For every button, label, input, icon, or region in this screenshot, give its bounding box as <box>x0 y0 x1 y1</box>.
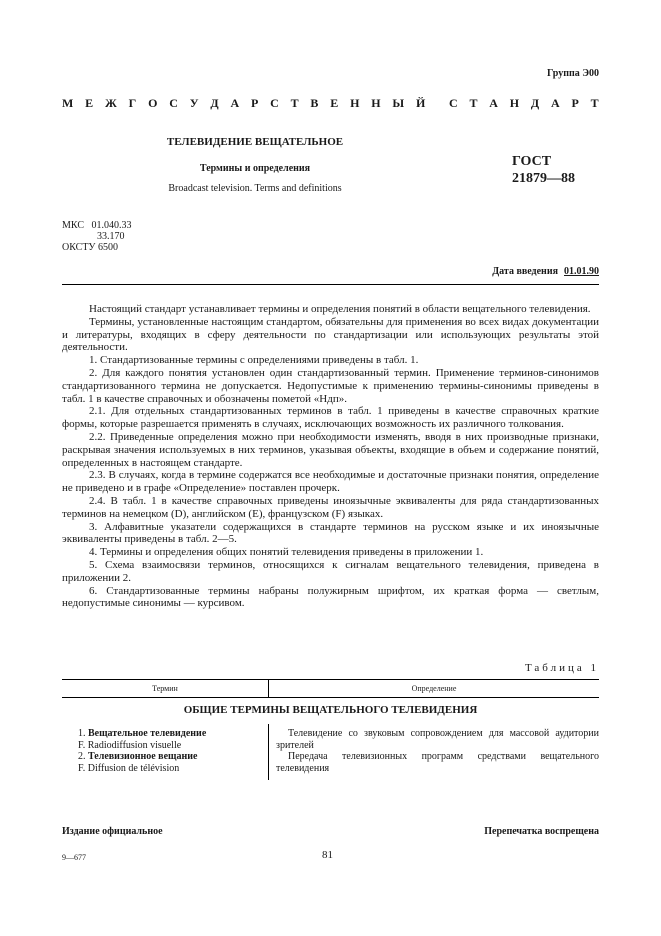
banner-letter: М <box>62 96 74 110</box>
term-foreign: F. Diffusion de télévision <box>78 762 180 774</box>
table-row <box>78 728 206 740</box>
official-edition-note: Издание официальное <box>62 826 163 837</box>
banner-letter: Е <box>85 96 94 110</box>
term-name: Вещательное телевидение <box>88 728 207 739</box>
paragraph: 1. Стандартизованные термины с определениями приведены в табл. 1. <box>89 354 419 367</box>
banner-letter: Т <box>590 96 599 110</box>
body-text <box>62 303 599 610</box>
gost-code: 21879—88 <box>512 171 575 186</box>
terms-column <box>78 728 206 774</box>
column-header-definition: Определение <box>411 684 457 693</box>
banner-letter: Н <box>509 96 520 110</box>
banner-letter: А <box>550 96 560 110</box>
table-label: Таблица 1 <box>524 662 599 674</box>
term-definition: Передача телевизионных программ средствами вещательного телевидения <box>276 751 599 774</box>
gost-label: ГОСТ <box>512 154 552 169</box>
term-definition: Телевидение со звуковым сопровождением для массовой аудитории зрителей <box>276 728 599 751</box>
banner-letter: С <box>448 96 458 110</box>
mks-code: МКС 01.040.33 <box>62 220 132 231</box>
banner-letter: Р <box>571 96 579 110</box>
classification-codes <box>62 220 131 253</box>
banner-letter: А <box>489 96 498 110</box>
term-number: 1. <box>78 728 86 739</box>
group-code: Группа Э00 <box>547 68 599 79</box>
document-subtitle: Термины и определения <box>199 163 311 174</box>
banner-letter: Т <box>469 96 478 110</box>
banner-letter: Д <box>210 96 219 110</box>
banner-letter: В <box>310 96 319 110</box>
banner-letter: Г <box>128 96 137 110</box>
banner-letter: С <box>169 96 178 110</box>
banner-letter: Р <box>250 96 259 110</box>
divider-top <box>62 284 599 285</box>
intro-date-value: 01.01.90 <box>564 266 599 277</box>
print-code: 9—677 <box>62 853 86 862</box>
term-name: Телевизионное вещание <box>88 751 198 762</box>
paragraph: 6. Стандартизованные термины набраны полужирным шрифтом, их краткая форма — светлым, недопустимые синонимы — курсивом. <box>62 584 599 610</box>
paragraph: 2.2. Приведенные определения можно при необходимости изменять, вводя в них производные признаки, раскрывая значения используемых в них терминов, указывая объекты, входящие в объем и содержание понятий, определенных в настоящем стандарте. <box>62 430 599 469</box>
definitions-column <box>276 728 599 774</box>
paragraph: 2.1. Для отдельных стандартизованных терминов в табл. 1 приведены в качестве справочных краткие формы, которые разрешается применять в случаях, исключающих возможность их различного толкования. <box>62 405 599 431</box>
banner-letter: С <box>270 96 279 110</box>
banner-letter: Ы <box>392 96 405 110</box>
section-title: ОБЩИЕ ТЕРМИНЫ ВЕЩАТЕЛЬНОГО ТЕЛЕВИДЕНИЯ <box>183 704 478 716</box>
banner-letter: О <box>148 96 158 110</box>
banner-letter: Т <box>290 96 299 110</box>
paragraph: 4. Термины и определения общих понятий телевидения приведены в приложении 1. <box>89 546 484 559</box>
banner-letter: Н <box>371 96 381 110</box>
paragraph: 3. Алфавитные указатели содержащихся в стандарте терминов на русском языке и их иноязычные эквиваленты приведены в табл. 2—5. <box>62 520 599 546</box>
column-header-term: Термин <box>152 684 178 693</box>
banner-letter: Е <box>330 96 339 110</box>
table-header-rule <box>62 697 599 698</box>
intro-date-label: Дата введения <box>492 266 558 277</box>
document-title: ТЕЛЕВИДЕНИЕ ВЕЩАТЕЛЬНОЕ <box>166 136 344 148</box>
term-foreign: F. Radiodiffusion visuelle <box>78 739 182 751</box>
table-top-rule <box>62 679 599 680</box>
interstate-standard-banner <box>62 96 599 111</box>
banner-letter: Ж <box>104 96 117 110</box>
reprint-prohibited-note: Перепечатка воспрещена <box>484 826 599 837</box>
banner-letter: А <box>230 96 240 110</box>
introduction-date <box>492 266 599 277</box>
paragraph: 2.3. В случаях, когда в термине содержатся все необходимые и достаточные признаки понятия, определение не приведено и в графе «Определение» поставлен прочерк. <box>62 469 599 495</box>
paragraph: 2.4. В табл. 1 в качестве справочных приведены иноязычные эквиваленты для ряда стандартизованных терминов на немецком (D), английском (Е), французском (F) языках. <box>62 494 599 520</box>
paragraph: 5. Схема взаимосвязи терминов, относящихся к сигналам вещательного телевидения, приведена в приложении 2. <box>62 558 599 584</box>
banner-letter: Н <box>350 96 360 110</box>
column-separator <box>268 724 269 780</box>
mks-code-2: 33.170 <box>97 231 125 242</box>
banner-letter: Й <box>415 96 426 110</box>
paragraph: Настоящий стандарт устанавливает термины и определения понятий в области вещательного телевидения. <box>89 303 591 315</box>
paragraph: 2. Для каждого понятия установлен один стандартизованный термин. Применение терминов-синонимов стандартизованного термина не допускается. Недопустимые к применению термины-синонимы приведены в табл. 1 в качестве справочных и обозначены пометой «Ндп». <box>62 366 599 405</box>
banner-letter: У <box>189 96 199 110</box>
table-row <box>78 751 206 763</box>
banner-letter: Д <box>530 96 540 110</box>
english-title: Broadcast television. Terms and definitions <box>168 183 342 194</box>
paragraph: Термины, установленные настоящим стандартом, обязательны для применения во всех видах документации и литературы, входящих в сферу деятельности по стандартизации или использующих результаты этой деятельности. <box>62 315 599 354</box>
okstu-code: ОКСТУ 6500 <box>62 242 119 253</box>
term-number: 2. <box>78 751 86 762</box>
page-number: 81 <box>322 849 333 861</box>
gost-number <box>512 153 575 187</box>
